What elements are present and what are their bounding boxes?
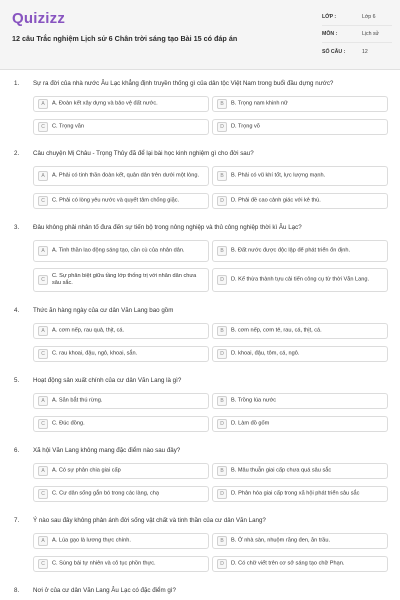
option-letter: D bbox=[217, 275, 227, 285]
option-letter: C bbox=[38, 122, 48, 132]
option-letter: D bbox=[217, 559, 227, 569]
question-text: Sự ra đời của nhà nước Âu Lạc khẳng định truyền thống gì của dân tộc Việt Nam trong buổi đầu dựng nước? bbox=[33, 80, 334, 87]
q7-option-d[interactable] bbox=[212, 556, 388, 572]
option-text: B. Đất nước được độc lập để phát triển ổn định. bbox=[231, 247, 350, 254]
meta-row-subject bbox=[322, 26, 392, 43]
meta-row-class bbox=[322, 9, 392, 26]
option-letter: D bbox=[217, 489, 227, 499]
q1-option-b[interactable] bbox=[212, 96, 388, 112]
option-letter: D bbox=[217, 419, 227, 429]
question-number: 1. bbox=[14, 80, 20, 87]
q2-option-c[interactable] bbox=[33, 193, 209, 209]
option-text: D. Kế thừa thành tựu cải tiến công cụ từ thời Văn Lang. bbox=[231, 276, 370, 283]
q5-option-a[interactable] bbox=[33, 393, 209, 409]
option-text: B. Trọng nam khinh nữ bbox=[231, 100, 288, 107]
question-text: Câu chuyện Mị Châu - Trọng Thủy đã để lại bài học kinh nghiệm gì cho đời sau? bbox=[33, 150, 254, 157]
option-text: C. Trọng văn bbox=[52, 123, 85, 130]
q1-option-a[interactable] bbox=[33, 96, 209, 112]
q4-option-a[interactable] bbox=[33, 323, 209, 339]
quizizz-logo: Quizizz bbox=[12, 10, 66, 27]
option-letter: A bbox=[38, 396, 48, 406]
option-text: B. Phải có vũ khí tốt, lực lượng mạnh. bbox=[231, 172, 326, 179]
question-number: 8. bbox=[14, 587, 20, 594]
option-text: C. Sùng bái tự nhiên và cỏ tục phồn thực. bbox=[52, 560, 156, 567]
option-letter: C bbox=[38, 275, 48, 285]
q7-option-c[interactable] bbox=[33, 556, 209, 572]
option-letter: D bbox=[217, 196, 227, 206]
option-text: A. Có sự phân chia giai cấp bbox=[52, 467, 121, 474]
option-text: C. Đúc đồng. bbox=[52, 420, 85, 427]
option-letter: A bbox=[38, 171, 48, 181]
option-text: B. Ở nhà sàn, nhuộm răng đen, ăn trầu. bbox=[231, 537, 331, 544]
question-number: 7. bbox=[14, 517, 20, 524]
option-letter: D bbox=[217, 122, 227, 132]
question-text: Hoạt động sản xuất chính của cư dân Văn Lang là gì? bbox=[33, 377, 182, 384]
meta-label: MÔN : bbox=[322, 31, 338, 37]
option-letter: D bbox=[217, 349, 227, 359]
question-number: 5. bbox=[14, 377, 20, 384]
option-letter: A bbox=[38, 466, 48, 476]
option-letter: B bbox=[217, 171, 227, 181]
q6-option-b[interactable] bbox=[212, 463, 388, 479]
question-number: 3. bbox=[14, 224, 20, 231]
question-text: Ý nào sau đây không phản ánh đời sống vật chất và tinh thần của cư dân Văn Lang? bbox=[33, 517, 266, 524]
meta-row-question-count bbox=[322, 43, 392, 60]
question-text: Nơi ở của cư dân Văn Lang Âu Lạc có đặc điểm gì? bbox=[33, 587, 176, 594]
q4-option-d[interactable] bbox=[212, 346, 388, 362]
option-text: A. cơm nếp, rau quả, thịt, cá. bbox=[52, 327, 125, 334]
option-letter: B bbox=[217, 99, 227, 109]
q6-option-d[interactable] bbox=[212, 486, 388, 502]
q4-option-b[interactable] bbox=[212, 323, 388, 339]
q1-option-d[interactable] bbox=[212, 119, 388, 135]
option-text: D. khoai, đậu, tôm, cá, ngô. bbox=[231, 350, 300, 357]
option-letter: A bbox=[38, 326, 48, 336]
option-letter: B bbox=[217, 466, 227, 476]
document-header bbox=[0, 0, 400, 70]
option-text: B. Trồng lúa nước bbox=[231, 397, 277, 404]
meta-value: Lớp 6 bbox=[362, 14, 376, 20]
question-number: 6. bbox=[14, 447, 20, 454]
option-text: B. cơm nếp, cơm tẻ, rau, cá, thịt, cá. bbox=[231, 327, 322, 334]
option-letter: C bbox=[38, 419, 48, 429]
option-letter: C bbox=[38, 559, 48, 569]
option-text: D. Phải đề cao cảnh giác với kẻ thù. bbox=[231, 197, 321, 204]
option-text: A. Săn bắt thú rừng. bbox=[52, 397, 103, 404]
document-title: 12 câu Trắc nghiệm Lịch sử 6 Chân trời sáng tạo Bài 15 có đáp án bbox=[12, 34, 238, 43]
q5-option-c[interactable] bbox=[33, 416, 209, 432]
q3-option-d[interactable] bbox=[212, 268, 388, 292]
option-text: D. Làm đồ gốm bbox=[231, 420, 270, 427]
option-letter: A bbox=[38, 536, 48, 546]
option-letter: C bbox=[38, 489, 48, 499]
option-text: B. Mâu thuẫn giai cấp chưa quá sâu sắc bbox=[231, 467, 332, 474]
option-letter: A bbox=[38, 99, 48, 109]
q2-option-d[interactable] bbox=[212, 193, 388, 209]
q3-option-c[interactable] bbox=[33, 268, 209, 292]
question-text: Đâu không phải nhân tố đưa đến sự tiến bộ trong nông nghiệp và thủ công nghiệp thời kì Âu Lạc? bbox=[33, 224, 302, 231]
option-text: D. Trọng võ bbox=[231, 123, 260, 130]
option-letter: B bbox=[217, 536, 227, 546]
question-text: Xã hội Văn Lang không mang đặc điểm nào sau đây? bbox=[33, 447, 181, 454]
option-text: C. Cư dân sống gắn bó trong các làng, chạ bbox=[52, 490, 159, 497]
q4-option-c[interactable] bbox=[33, 346, 209, 362]
option-letter: B bbox=[217, 326, 227, 336]
option-letter: C bbox=[38, 196, 48, 206]
meta-label: LỚP : bbox=[322, 14, 337, 20]
q6-option-a[interactable] bbox=[33, 463, 209, 479]
option-text: A. Đoàn kết xây dựng và bảo vệ đất nước. bbox=[52, 100, 158, 107]
q1-option-c[interactable] bbox=[33, 119, 209, 135]
option-text: A. Tinh thần lao động sáng tạo, cần cù của nhân dân. bbox=[52, 247, 185, 254]
q6-option-c[interactable] bbox=[33, 486, 209, 502]
option-text: C. Sự phân biệt giữa tầng lớp thống trị với nhân dân chưa sâu sắc. bbox=[52, 273, 197, 286]
option-text: D. Có chữ viết trên cơ sở sáng tạo chữ Phạn. bbox=[231, 560, 345, 567]
option-text: A. Lúa gạo là lương thực chính. bbox=[52, 537, 131, 544]
question-text: Thức ăn hàng ngày của cư dân Văn Lang bao gồm bbox=[33, 307, 174, 314]
q2-option-b[interactable] bbox=[212, 166, 388, 186]
option-text: C. Phải có lòng yêu nước và quyết tâm chống giặc. bbox=[52, 197, 180, 204]
option-letter: B bbox=[217, 396, 227, 406]
question-number: 2. bbox=[14, 150, 20, 157]
option-letter: C bbox=[38, 349, 48, 359]
q7-option-b[interactable] bbox=[212, 533, 388, 549]
q5-option-d[interactable] bbox=[212, 416, 388, 432]
meta-info-table bbox=[322, 9, 392, 60]
q3-option-b[interactable] bbox=[212, 240, 388, 262]
option-letter: A bbox=[38, 246, 48, 256]
option-letter: B bbox=[217, 246, 227, 256]
q3-option-a[interactable] bbox=[33, 240, 209, 262]
meta-value: Lịch sử bbox=[362, 31, 380, 37]
question-number: 4. bbox=[14, 307, 20, 314]
q5-option-b[interactable] bbox=[212, 393, 388, 409]
option-text: A. Phải có tinh thần đoàn kết, quân dân trên dưới một lòng. bbox=[52, 172, 200, 179]
meta-label: SỐ CÂU : bbox=[322, 48, 346, 55]
q2-option-a[interactable] bbox=[33, 166, 209, 186]
q7-option-a[interactable] bbox=[33, 533, 209, 549]
meta-value: 12 bbox=[362, 48, 368, 55]
option-text: C. rau khoai, đậu, ngô, khoai, sắn. bbox=[52, 350, 138, 357]
option-text: D. Phân hóa giai cấp trong xã hội phát triển sâu sắc bbox=[231, 490, 360, 497]
